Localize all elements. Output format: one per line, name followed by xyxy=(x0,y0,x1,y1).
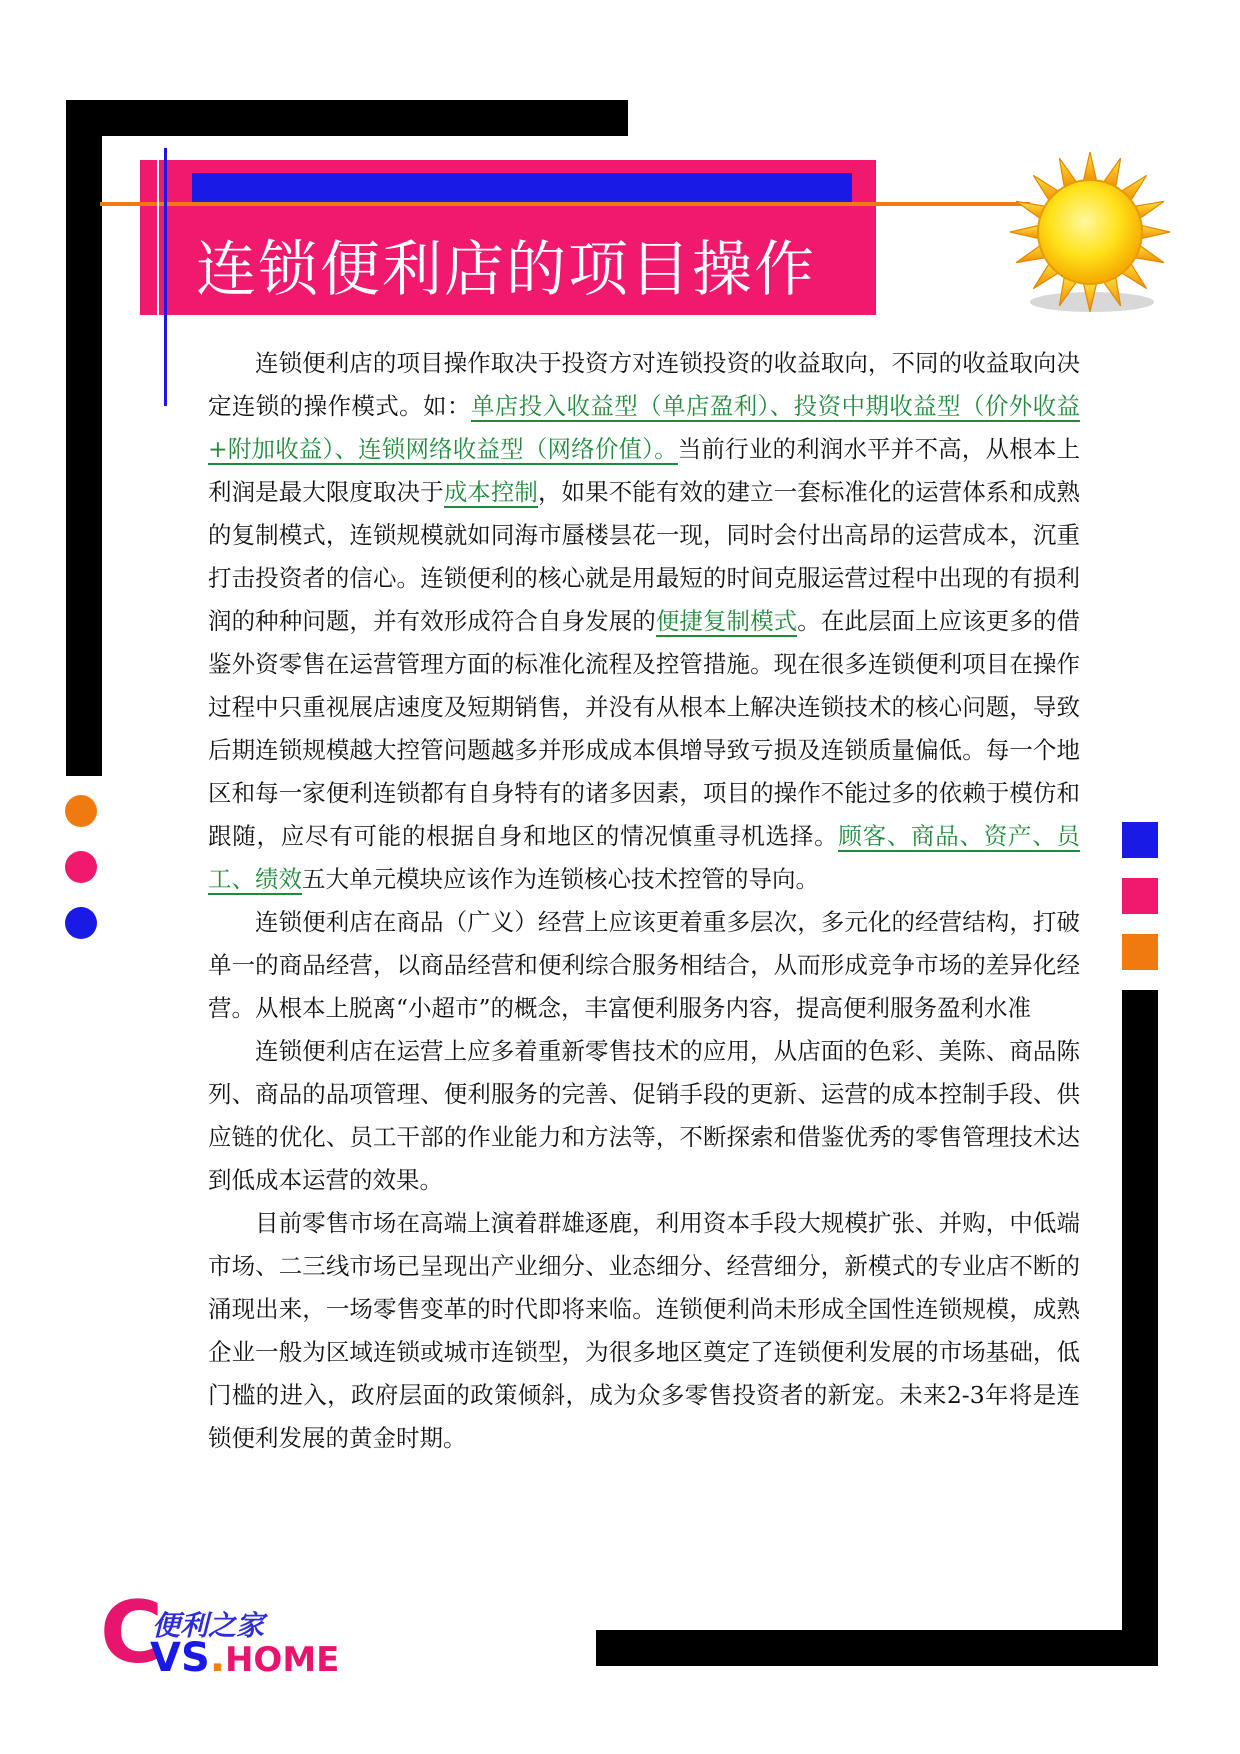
highlight-profit-models: 单店投入收益型（单店盈利）、投资中期收益型（价外收益+附加收益）、连锁网络收益型（网络价值）。 xyxy=(208,392,1081,463)
frame-right-bar xyxy=(1122,990,1158,1638)
blue-vertical-rule xyxy=(164,148,167,406)
title-blue-strip xyxy=(192,173,852,203)
logo-vs: VS xyxy=(150,1635,210,1681)
pink-dot xyxy=(65,851,97,883)
sun-ray xyxy=(1140,225,1170,239)
page-title: 连锁便利店的项目操作 xyxy=(196,235,816,305)
pink-square xyxy=(1122,878,1158,914)
logo-dot: . xyxy=(209,1635,225,1681)
orange-rule xyxy=(100,202,1030,206)
paragraph-1-text-b: 当前行业的利润水平并不高，从根本上利润是最大限度取决于 xyxy=(208,435,1080,506)
sun-ray xyxy=(1083,152,1097,182)
paragraph-2: 连锁便利店在商品（广义）经营上应该更着重多层次，多元化的经营结构，打破单一的商品经营，以商品经营和便利综合服务相结合，从而形成竞争市场的差异化经营。从根本上脱离“小超市”的概念，丰富便利服务内容，提高便利服务盈利水准 xyxy=(208,908,1080,1022)
highlight-cost-control: 成本控制 xyxy=(443,478,538,506)
paragraph-1-text-e: 五大单元模块应该作为连锁核心技术控管的导向。 xyxy=(302,865,819,893)
paragraph-3: 连锁便利店在运营上应多着重新零售技术的应用，从店面的色彩、美陈、商品陈列、商品的品项管理、便利服务的完善、促销手段的更新、运营的成本控制手段、供应链的优化、员工干部的作业能力和方法等，不断探索和借鉴优秀的零售管理技术达到低成本运营的效果。 xyxy=(208,1037,1080,1194)
title-white-rule xyxy=(157,160,159,315)
blue-square xyxy=(1122,822,1158,858)
paragraph-1-text-a: 连锁便利店的项目操作取决于投资方对连锁投资的收益取向，不同的收益取向决定连锁的操作模式。如： xyxy=(208,349,1080,420)
paragraph-1-text-d: 。在此层面上应该更多的借鉴外资零售在运营管理方面的标准化流程及控管措施。现在很多连锁便利项目在操作过程中只重视展店速度及短期销售，并没有从根本上解决连锁技术的核心问题，导致后期连锁规模越大控管问题越多并形成成本俱增导致亏损及连锁质量偏低。每一个地区和每一家便利连锁都有自身特有的诸多因素，项目的操作不能过多的依赖于模仿和跟随，应尽有可能的根据自身和地区的情况慎重寻机选择。 xyxy=(208,607,1081,850)
sun-icon xyxy=(1006,150,1174,320)
paragraph-1-text-c: ，如果不能有效的建立一套标准化的运营体系和成熟的复制模式，连锁规模就如同海市蜃楼昙花一现，同时会付出高昂的运营成本，沉重打击投资者的信心。连锁便利的核心就是用最短的时间克服运营过程中出现的有损利润的种种问题，并有效形成符合自身发展的 xyxy=(208,478,1081,635)
orange-dot xyxy=(65,795,97,827)
paragraph-4: 目前零售市场在高端上演着群雄逐鹿，利用资本手段大规模扩张、并购，中低端市场、二三线市场已呈现出产业细分、业态细分、经营细分，新模式的专业店不断的涌现出来，一场零售变革的时代即将来临。连锁便利尚未形成全国性连锁规模，成熟企业一般为区域连锁或城市连锁型，为很多地区奠定了连锁便利发展的市场基础，低门槛的进入，政府层面的政策倾斜，成为众多零售投资者的新宠。未来2-3年将是连锁便利发展的黄金时期。 xyxy=(208,1209,1080,1452)
sun-ray xyxy=(1010,225,1040,239)
logo-wordmark xyxy=(150,1635,340,1681)
frame-left-bar xyxy=(66,100,102,776)
highlight-copy-model: 便捷复制模式 xyxy=(655,607,798,635)
paragraph-1 xyxy=(208,342,1080,901)
orange-square xyxy=(1122,934,1158,970)
frame-top-bar xyxy=(66,100,628,136)
article-body xyxy=(208,342,1080,1460)
highlight-five-modules: 顾客、商品、资产、员工、绩效 xyxy=(208,822,1081,893)
logo-home: HOME xyxy=(224,1640,340,1680)
blue-dot xyxy=(65,907,97,939)
frame-bottom-bar xyxy=(596,1630,1158,1666)
logo-chinese-text: 便利之家 xyxy=(152,1609,265,1642)
logo-letter-c: C xyxy=(100,1583,164,1683)
